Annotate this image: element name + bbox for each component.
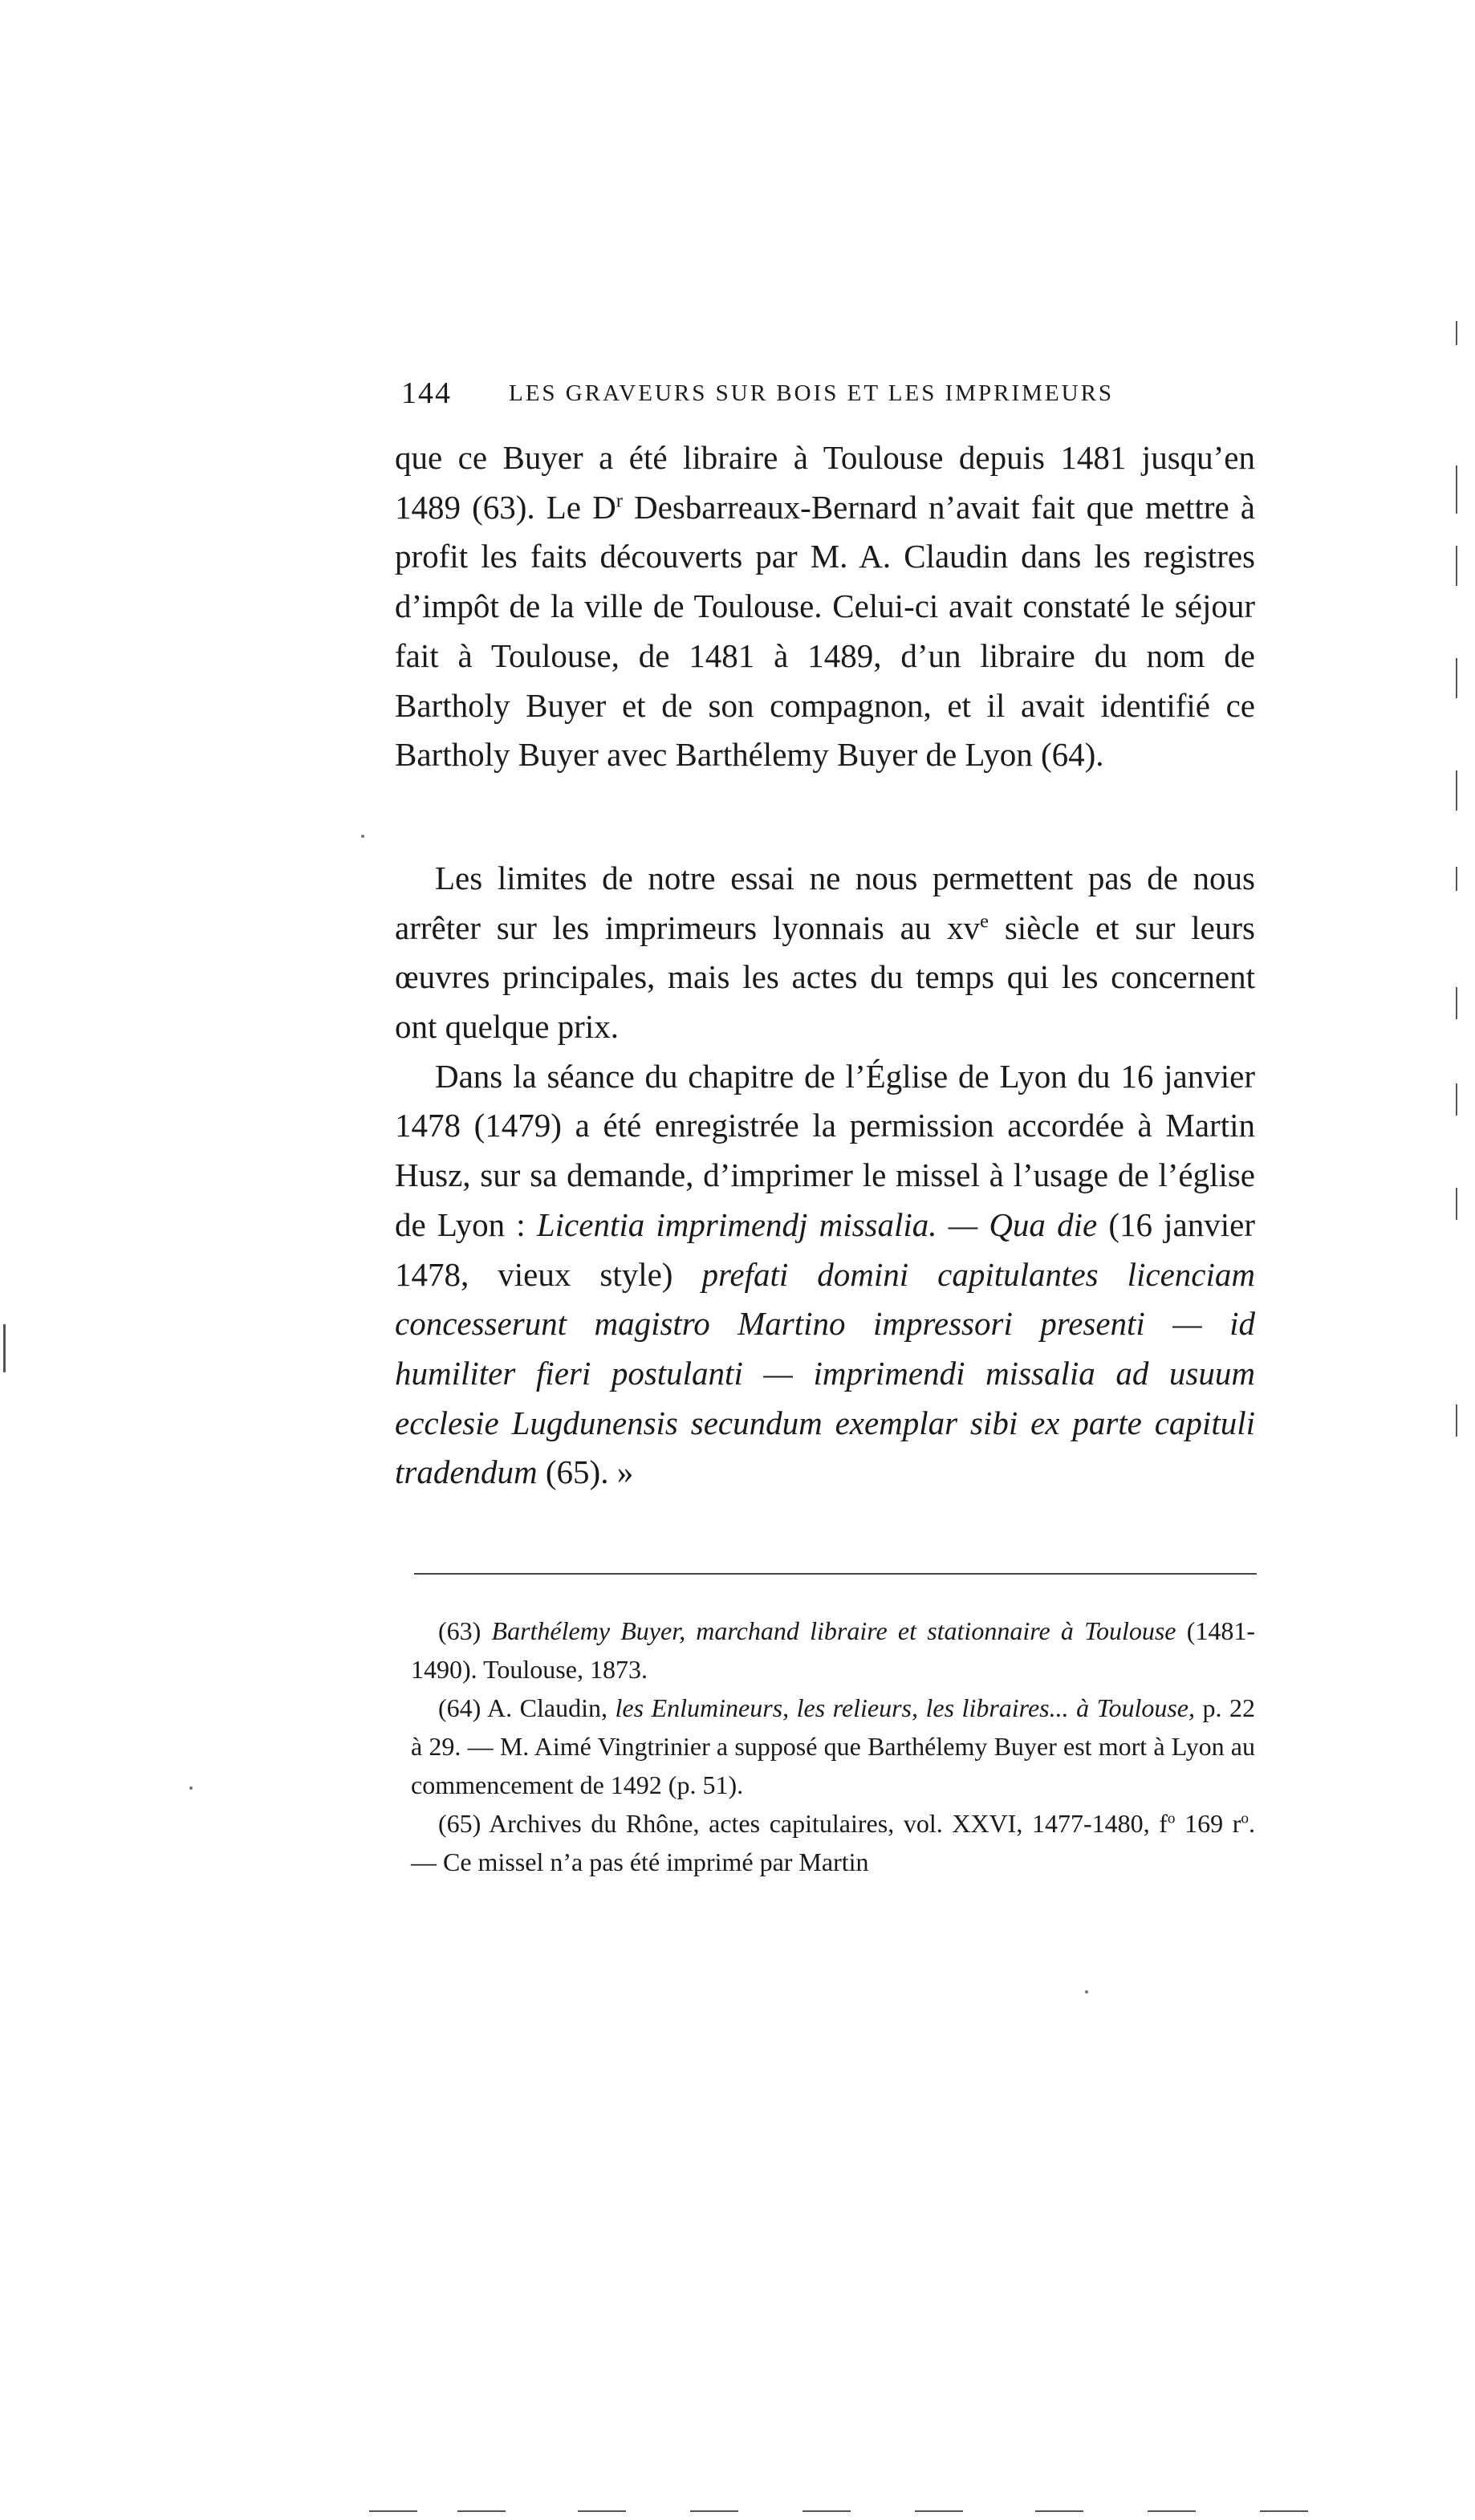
scan-mark <box>803 2510 851 2512</box>
scan-mark <box>1456 1083 1457 1116</box>
superscript-doctor: r <box>616 490 623 512</box>
main-text <box>395 433 1255 1498</box>
scan-mark <box>1456 770 1457 811</box>
footnote-rule <box>414 1573 1257 1575</box>
footnote-63-text-a: (63) <box>438 1616 492 1645</box>
paragraph-3 <box>395 1052 1255 1498</box>
scan-mark <box>578 2510 626 2512</box>
scan-mark <box>1085 1990 1088 1994</box>
paragraph-1 <box>395 433 1255 780</box>
footnote-63-text-b: (1481-1490). Toulouse, 1873. <box>411 1616 1256 1684</box>
superscript-century: e <box>980 909 989 932</box>
scan-mark <box>1148 2510 1196 2512</box>
footnote-64 <box>411 1689 1255 1804</box>
paragraph-1-text-a: que ce Buyer a été libraire à Toulouse depuis 1481 jusqu’en 1489 (63). Le D <box>395 439 1255 526</box>
paragraph-2-text-b: siècle et sur leurs œuvres principales, mais les actes du temps qui les concernent ont quelque prix. <box>395 908 1255 1046</box>
scan-mark <box>361 835 364 838</box>
footnote-64-text-a: (64) A. Claudin, <box>438 1693 616 1722</box>
superscript-recto: o <box>1241 1810 1249 1827</box>
footnotes <box>411 1612 1255 1881</box>
paragraph-2 <box>395 854 1255 1052</box>
paragraph-3-text-b: (16 janvier 1478, vieux style) <box>395 1205 1255 1293</box>
scan-mark <box>1035 2510 1083 2512</box>
paragraph-2-text-a: Les limites de notre essai ne nous permettent pas de nous arrêter sur les imprimeurs lyonnais au xv <box>395 859 1255 946</box>
footnote-65 <box>411 1804 1255 1881</box>
paragraph-3-text-c: (65). » <box>537 1453 634 1491</box>
scan-mark <box>1456 658 1457 698</box>
scan-mark <box>1456 1404 1457 1437</box>
running-title: LES GRAVEURS SUR BOIS ET LES IMPRIMEURS <box>509 380 1115 406</box>
scan-mark <box>1456 465 1457 514</box>
scan-mark <box>1456 987 1457 1019</box>
scan-mark <box>1456 546 1457 586</box>
footnote-65-text-c: . — Ce missel n’a pas été imprimé par Martin <box>411 1809 1256 1876</box>
paragraph-3-latin-a: Licentia imprimendj missalia. — Qua die <box>536 1205 1098 1243</box>
footnote-64-text-b: p. 22 à 29. — M. Aimé Vingtrinier a supposé que Barthélemy Buyer est mort à Lyon au commencement de 1492 (p. 51). <box>411 1693 1256 1799</box>
paragraph-3-latin-b: prefati domini capitulantes licenciam concesserunt magistro Martino impressori presenti — id humiliter fieri postulanti — imprimendi missalia ad usuum ecclesie Lugdunensis secundum exemplar sibi ex parte capituli tradendum <box>395 1255 1255 1491</box>
scan-mark <box>690 2510 738 2512</box>
page-number: 144 <box>401 376 452 410</box>
footnote-64-title: les Enlumineurs, les relieurs, les libraires... à Toulouse, <box>615 1693 1196 1722</box>
footnote-65-text-b: 169 r <box>1175 1809 1241 1838</box>
superscript-folio: o <box>1167 1810 1176 1827</box>
scan-mark <box>1456 1188 1457 1220</box>
scan-mark <box>3 1324 6 1372</box>
footnote-63-title: Barthélemy Buyer, marchand libraire et stationnaire à Toulouse <box>491 1616 1176 1645</box>
footnote-63 <box>411 1612 1255 1689</box>
paragraph-1-text-b: Desbarreaux-Bernard n’avait fait que mettre à profit les faits découverts par M. A. Claudin dans les registres d’impôt de la ville de Toulouse. Celui-ci avait constaté le séjour fait à Toulouse, de 1481 à 1489, d’un libraire du nom de Bartholy Buyer et de son compagnon, et il avait identifié ce Bartholy Buyer avec Barthélemy Buyer de Lyon (64). <box>395 488 1255 774</box>
scan-mark <box>457 2510 506 2512</box>
scan-mark <box>1260 2510 1308 2512</box>
scan-mark <box>189 1786 193 1790</box>
scan-mark <box>1456 867 1457 891</box>
page-header <box>401 376 1255 416</box>
scan-mark <box>1456 321 1457 345</box>
footnote-65-text-a: (65) Archives du Rhône, actes capitulaires, vol. XXVI, 1477-1480, f <box>438 1809 1168 1838</box>
paragraph-3-text-a: Dans la séance du chapitre de l’Église de Lyon du 16 janvier 1478 (1479) a été enregistrée la permission accordée à Martin Husz, sur sa demande, d’imprimer le missel à l’usage de l’église de Lyon : <box>395 1057 1255 1243</box>
scan-mark <box>915 2510 963 2512</box>
scan-mark <box>369 2510 417 2512</box>
section-gap <box>395 780 1255 854</box>
